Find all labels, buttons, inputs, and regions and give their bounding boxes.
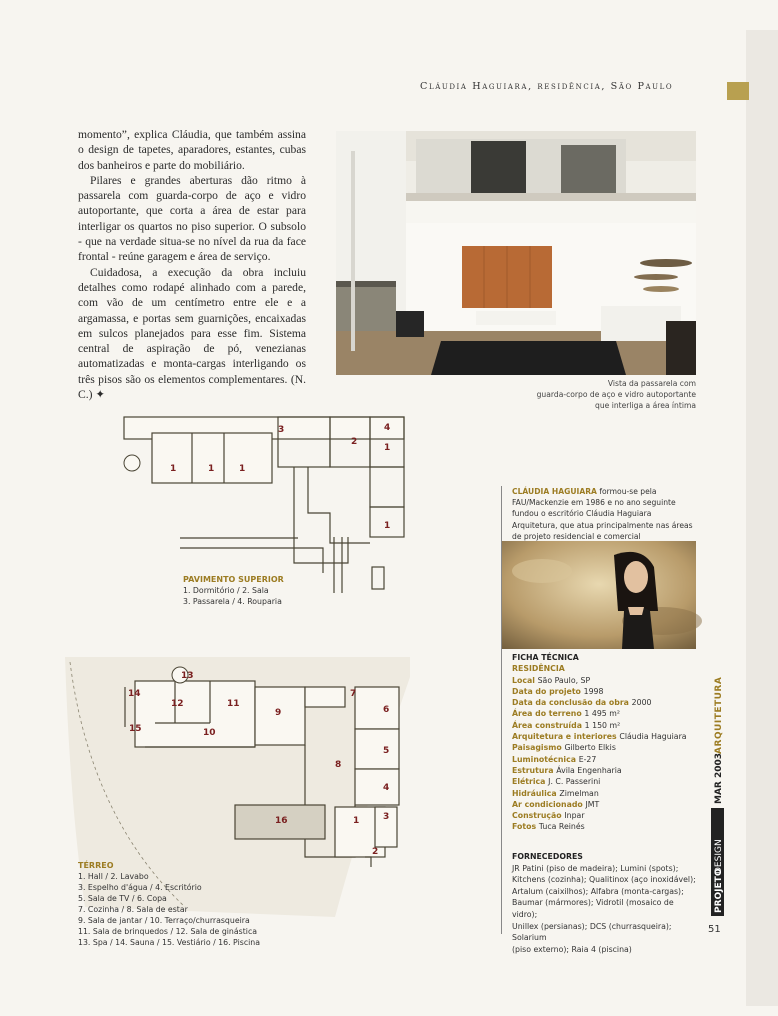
photo-caption-line: guarda-corpo de aço e vidro autoportante bbox=[536, 390, 696, 399]
ground-plan-label: 15 bbox=[129, 724, 142, 734]
architect-name: CLÁUDIA HAGUIARA bbox=[512, 487, 597, 496]
ground-plan-label: 14 bbox=[128, 689, 141, 699]
upper-plan-label: 3 bbox=[278, 425, 285, 435]
ficha-key: Local bbox=[512, 675, 538, 685]
architect-portrait bbox=[502, 541, 696, 649]
ground-plan-label: 2 bbox=[372, 847, 379, 857]
ground-plan-label: 12 bbox=[171, 699, 184, 709]
ground-plan-label: 11 bbox=[227, 699, 240, 709]
interior-photo bbox=[336, 131, 696, 375]
ficha-value: Gilberto Elkis bbox=[564, 743, 616, 753]
ficha-row bbox=[512, 697, 702, 708]
upper-plan-label: 1 bbox=[384, 443, 391, 453]
ficha-value: 1998 bbox=[583, 686, 604, 696]
suppliers-title: FORNECEDORES bbox=[512, 852, 583, 861]
ground-plan-label: 16 bbox=[275, 816, 288, 826]
ficha-key: Área do terreno bbox=[512, 709, 585, 719]
ficha-row bbox=[512, 720, 702, 731]
ficha-row bbox=[512, 810, 702, 821]
ficha-value: São Paulo, SP bbox=[537, 675, 591, 685]
ficha-row bbox=[512, 731, 702, 742]
upper-floor-plan bbox=[118, 413, 410, 593]
spine-issue: MAR 2003 bbox=[714, 752, 724, 804]
ficha-row bbox=[512, 788, 702, 799]
upper-plan-label: 1 bbox=[170, 464, 177, 474]
ficha-row bbox=[512, 765, 702, 776]
photo-caption-line: Vista da passarela com bbox=[607, 379, 696, 388]
ground-plan-legend-line: 11. Sala de brinquedos / 12. Sala de ginástica bbox=[78, 927, 258, 936]
ground-plan-label: 4 bbox=[383, 783, 390, 793]
ficha-value: Zimelman bbox=[559, 788, 599, 798]
ground-plan-legend-line: 7. Cozinha / 8. Sala de estar bbox=[78, 905, 188, 914]
paragraph-2: Pilares e grandes aberturas dão ritmo à passarela com guarda-corpo de aço e vidro autoportante, que corta a área de estar para interligar os quartos no piso superior. O subsolo - que na verdade situa-se no nível da rua da face frontal - reúne garagem e área de serviço. bbox=[78, 173, 306, 264]
ground-plan-label: 10 bbox=[203, 728, 216, 738]
ficha-key: Luminotécnica bbox=[512, 754, 579, 764]
ficha-row bbox=[512, 754, 702, 765]
ficha-value: 1 495 m² bbox=[584, 709, 620, 719]
upper-plan-label: 1 bbox=[239, 464, 246, 474]
upper-plan-label: 1 bbox=[384, 521, 391, 531]
ficha-row bbox=[512, 776, 702, 787]
ground-plan-legend-line: 5. Sala de TV / 6. Copa bbox=[78, 894, 167, 903]
photo-caption-line: que interliga a área íntima bbox=[595, 401, 696, 410]
ficha-key: Área construída bbox=[512, 720, 585, 730]
ficha-row bbox=[512, 708, 702, 719]
ficha-row bbox=[512, 799, 702, 810]
ficha-title: FICHA TÉCNICA bbox=[512, 653, 579, 662]
ground-plan-legend-line: 1. Hall / 2. Lavabo bbox=[78, 872, 149, 881]
suppliers-line: Kitchens (cozinha); Qualitinox (aço inoxidável); bbox=[512, 875, 696, 885]
upper-plan-legend-line: 3. Passarela / 4. Rouparia bbox=[183, 597, 282, 606]
suppliers-line: Unillex (persianas); DCS (churrasqueira); Solarium bbox=[512, 921, 672, 943]
ground-plan-label: 3 bbox=[383, 812, 390, 822]
upper-plan-label: 1 bbox=[208, 464, 215, 474]
ground-plan-caption bbox=[78, 860, 260, 948]
upper-plan-legend-line: 1. Dormitório / 2. Sala bbox=[183, 586, 269, 595]
spine-brand-b: DESIGN bbox=[714, 839, 724, 874]
spine-section: ARQUITETURA bbox=[714, 676, 724, 754]
ficha-subtitle: RESIDÊNCIA bbox=[512, 664, 565, 674]
suppliers-line: Artalum (caixilhos); Alfabra (monta-cargas); bbox=[512, 886, 684, 896]
spine-brand-a: PROJETO bbox=[714, 868, 724, 913]
upper-plan-title: PAVIMENTO SUPERIOR bbox=[183, 575, 284, 584]
ficha-value: 2000 bbox=[631, 698, 652, 708]
ficha-value: 1 150 m² bbox=[584, 720, 621, 730]
article-body bbox=[78, 127, 306, 402]
ficha-value: E-27 bbox=[578, 754, 597, 764]
ficha-key: Data do projeto bbox=[512, 686, 584, 696]
ficha-key: Arquitetura e interiores bbox=[512, 732, 620, 742]
ficha-value: JMT bbox=[585, 799, 600, 809]
ficha-row bbox=[512, 821, 702, 832]
ficha-row bbox=[512, 675, 702, 686]
ficha-value: J. C. Passerini bbox=[548, 777, 601, 787]
architect-bio bbox=[512, 486, 694, 542]
upper-plan-label: 2 bbox=[351, 437, 358, 447]
suppliers bbox=[512, 851, 696, 955]
running-header-text: Cláudia Haguiara, residência, São Paulo bbox=[420, 81, 674, 92]
ficha-rows bbox=[512, 675, 702, 833]
ground-plan-title: TÉRREO bbox=[78, 861, 114, 870]
ground-plan-legend-line: 3. Espelho d'água / 4. Escritório bbox=[78, 883, 202, 892]
ficha-key: Fotos bbox=[512, 822, 539, 832]
ground-plan-label: 5 bbox=[383, 746, 390, 756]
ground-plan-legend-line: 13. Spa / 14. Sauna / 15. Vestiário / 16. Piscina bbox=[78, 938, 260, 947]
ground-plan-label: 8 bbox=[335, 760, 342, 770]
ficha-key: Estrutura bbox=[512, 765, 557, 775]
ground-plan-label: 7 bbox=[350, 689, 357, 699]
suppliers-line: JR Patini (piso de madeira); Lumini (spots); bbox=[512, 863, 679, 873]
upper-plan-label: 4 bbox=[384, 423, 391, 433]
ficha-value: Ávila Engenharia bbox=[556, 765, 622, 775]
section-thumb-tab bbox=[727, 82, 749, 100]
ficha-key: Data da conclusão da obra bbox=[512, 698, 632, 708]
suppliers-line: Baumar (mármores); Vidrotil (mosaico de vidro); bbox=[512, 898, 674, 919]
ground-plan-label: 13 bbox=[181, 671, 194, 681]
ground-plan-label: 9 bbox=[275, 708, 282, 718]
ficha-key: Paisagismo bbox=[512, 743, 565, 753]
page-number: 51 bbox=[708, 924, 721, 935]
suppliers-line: (piso externo); Raia 4 (piscina) bbox=[512, 944, 632, 954]
photo-caption bbox=[470, 378, 696, 411]
spine-label bbox=[706, 676, 726, 920]
upper-plan-caption bbox=[183, 574, 284, 607]
ficha-key: Construção bbox=[512, 811, 565, 821]
paragraph-1: momento”, explica Cláudia, que também assina o design de tapetes, aparadores, estantes, cubas dos banheiros e parte do mobiliário. bbox=[78, 128, 306, 172]
paragraph-3 bbox=[78, 265, 306, 403]
facing-page-edge bbox=[746, 30, 778, 1006]
ground-plan-label: 6 bbox=[383, 705, 390, 715]
ficha-row bbox=[512, 742, 702, 753]
running-header bbox=[420, 81, 710, 92]
end-mark-icon: ✦ bbox=[95, 388, 106, 402]
ground-plan-legend-line: 9. Sala de jantar / 10. Terraço/churrasqueira bbox=[78, 916, 250, 925]
ficha-value: Cláudia Haguiara bbox=[619, 732, 687, 742]
ficha-value: Tuca Reinés bbox=[538, 822, 585, 832]
ficha-key: Ar condicionado bbox=[512, 799, 586, 809]
ficha-key: Hidráulica bbox=[512, 788, 560, 798]
architect-bio-text: formou-se pela FAU/Mackenzie em 1986 e no ano seguinte fundou o escritório Cláudia Haguiara Arquitetura, que atua principalmente nas áreas de projeto residencial e comercial bbox=[512, 487, 693, 541]
ground-plan-label: 1 bbox=[353, 816, 360, 826]
ficha-value: Inpar bbox=[564, 811, 585, 821]
ficha-row bbox=[512, 686, 702, 697]
technical-sheet bbox=[512, 652, 702, 833]
paragraph-3-text: Cuidadosa, a execução da obra incluiu detalhes como rodapé alinhado com a parede, com vão de um centímetro entre ele e a argamassa, e portas sem guarnições, encaixadas em sulcos planejados para esse fim. Sistema central de aspiração de pó, venezianas automatizadas e monta-cargas interligando os três pisos são os elementos complementares. (N. C.) bbox=[78, 265, 306, 402]
ficha-key: Elétrica bbox=[512, 777, 549, 787]
